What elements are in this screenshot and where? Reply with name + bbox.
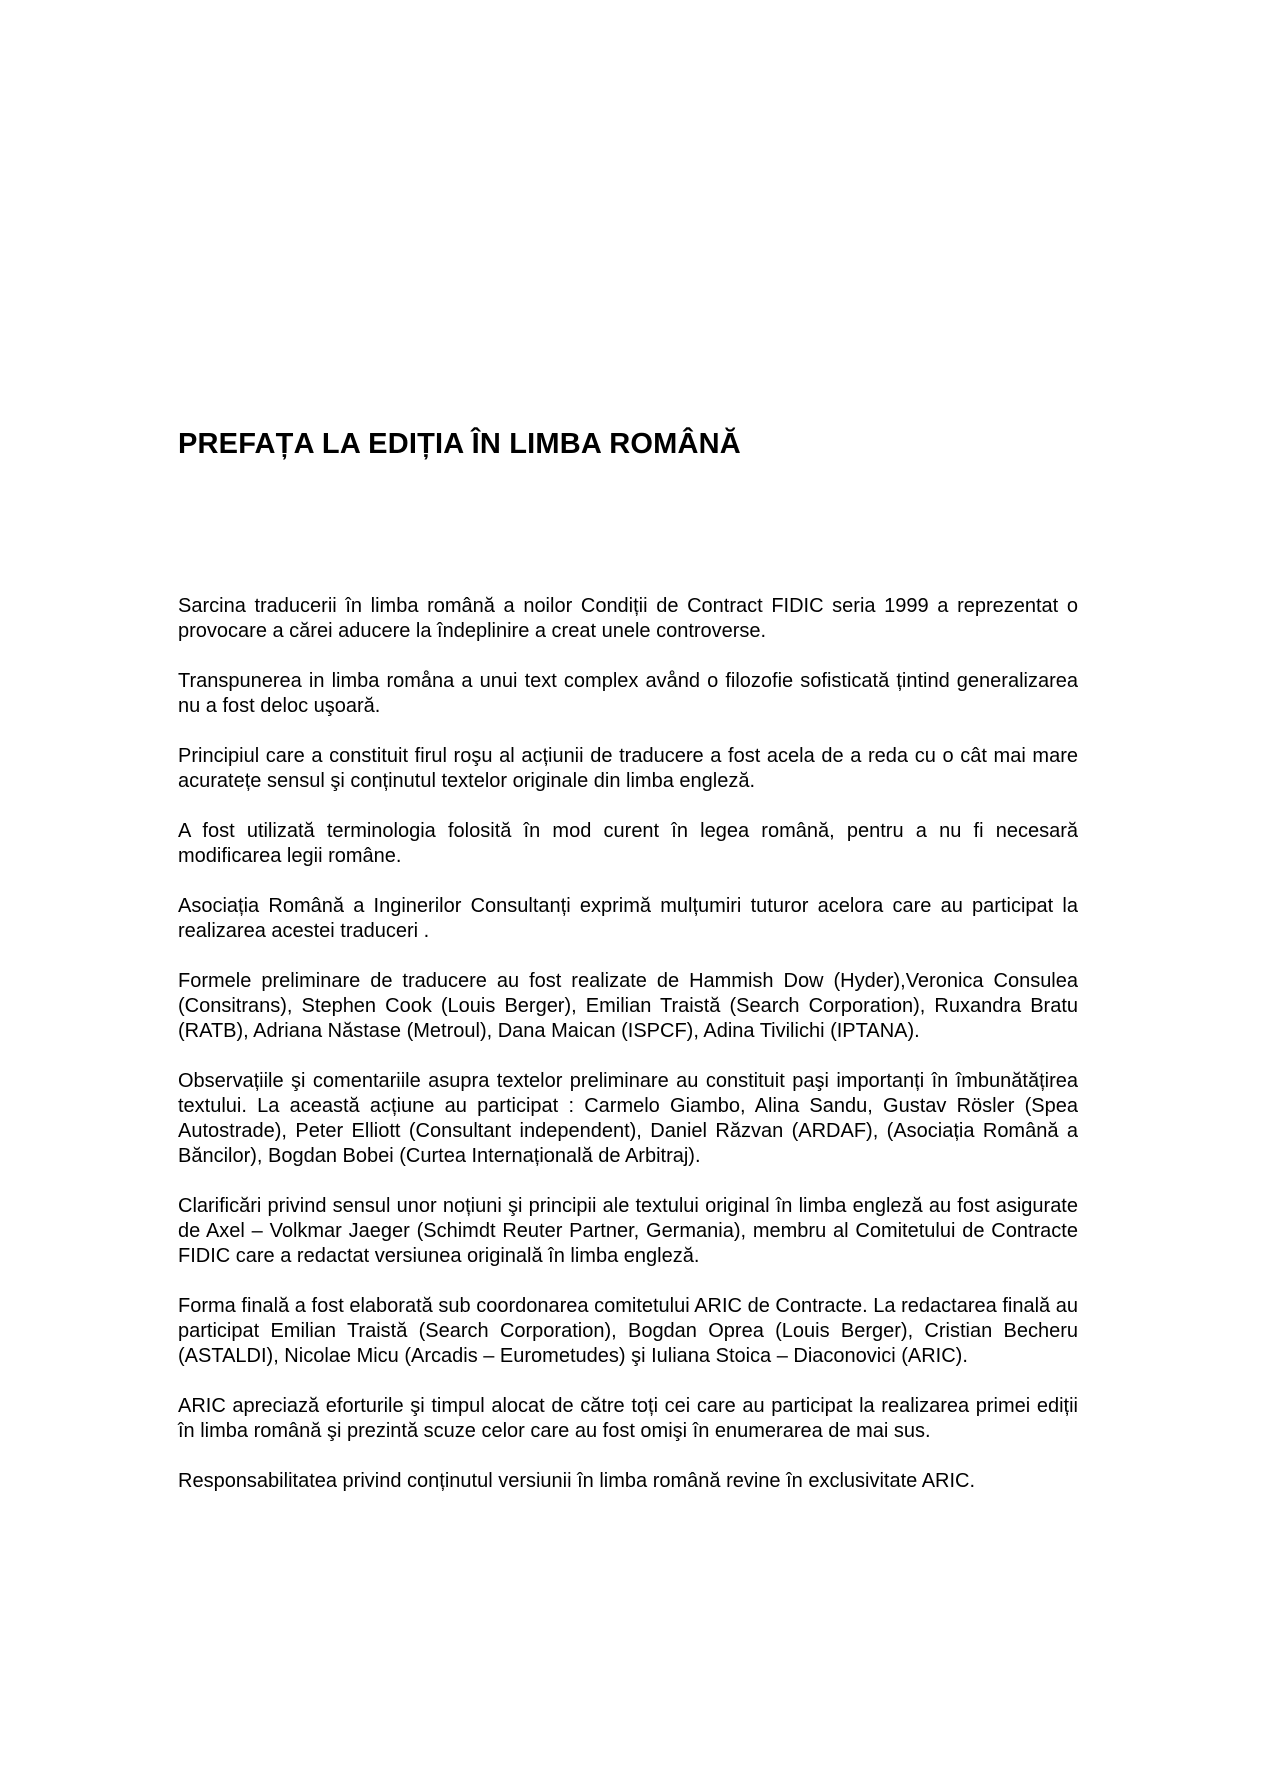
paragraph-3: Principiul care a constituit firul roşu al acțiunii de traducere a fost acela de a reda cu o cât mai mare acuratețe sensul şi conținutul textelor originale din limba engleză. bbox=[178, 745, 1078, 792]
paragraph-8: Clarificări privind sensul unor noțiuni şi principii ale textului original în limba engleză au fost asigurate de Axel – Volkmar Jaeger (Schimdt Reuter Partner, Germania), membru al Comitetului de Contracte FIDIC care a redactat versiunea originală în limba engleză. bbox=[178, 1195, 1078, 1267]
paragraph-4: A fost utilizată terminologia folosită în mod curent în legea română, pentru a nu fi necesară modificarea legii române. bbox=[178, 820, 1078, 867]
paragraph-7: Observațiile şi comentariile asupra textelor preliminare au constituit paşi importanți în îmbunătățirea textului. La această acțiune au participat : Carmelo Giambo, Alina Sandu, Gustav Rösler (Spea Autostrade), Peter Elliott (Consultant independent), Daniel Răzvan (ARDAF), (Asociația Română a Băncilor), Bogdan Bobei (Curtea Internațională de Arbitraj). bbox=[178, 1070, 1078, 1167]
paragraph-11: Responsabilitatea privind conținutul versiunii în limba română revine în exclusivitate ARIC. bbox=[178, 1470, 976, 1492]
paragraph-6: Formele preliminare de traducere au fost realizate de Hammish Dow (Hyder),Veronica Consulea (Consitrans), Stephen Cook (Louis Berger), Emilian Traistă (Search Corporation), Ruxandra Bratu (RATB), Adriana Năstase (Metroul), Dana Maican (ISPCF), Adina Tivilichi (IPTANA). bbox=[178, 970, 1078, 1042]
paragraph-10: ARIC apreciază eforturile şi timpul alocat de către toți cei care au participat la realizarea primei ediții în limba română şi prezintă scuze celor care au fost omişi în enumerarea de mai sus. bbox=[178, 1395, 1078, 1442]
paragraph-9: Forma finală a fost elaborată sub coordonarea comitetului ARIC de Contracte. La redactarea finală au participat Emilian Traistă (Search Corporation), Bogdan Oprea (Louis Berger), Cristian Becheru (ASTALDI), Nicolae Micu (Arcadis – Eurometudes) şi Iuliana Stoica – Diaconovici (ARIC). bbox=[178, 1295, 1078, 1367]
paragraph-5: Asociația Română a Inginerilor Consultanți exprimă mulțumiri tuturor acelora care au participat la realizarea acestei traduceri . bbox=[178, 895, 1078, 942]
page-title: PREFAȚA LA EDIȚIA ÎN LIMBA ROMÂNĂ bbox=[178, 428, 741, 460]
paragraph-1: Sarcina traducerii în limba română a noilor Condiții de Contract FIDIC seria 1999 a reprezentat o provocare a cărei aducere la îndeplinire a creat unele controverse. bbox=[178, 595, 1078, 642]
document-body bbox=[178, 594, 1078, 1494]
paragraph-2: Transpunerea in limba romåna a unui text complex avånd o filozofie sofisticată țintind generalizarea nu a fost deloc uşoară. bbox=[178, 670, 1078, 717]
